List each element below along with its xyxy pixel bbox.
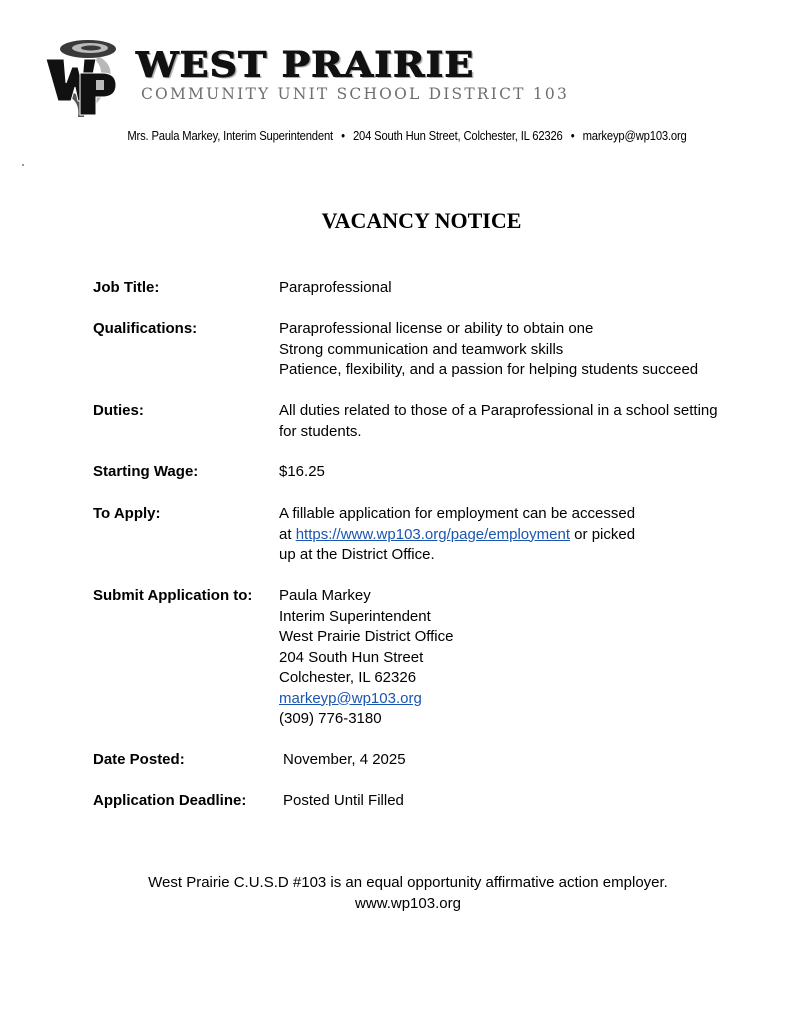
field-label: Starting Wage: — [93, 463, 199, 480]
field-label: Job Title: — [93, 279, 160, 296]
contact-person-name: Paula Markey — [279, 587, 371, 604]
separator: • — [570, 129, 575, 143]
field-value: November, 4 2025 — [283, 751, 406, 768]
contact-email: markeyp@wp103.org — [582, 129, 687, 143]
separator: • — [341, 129, 345, 143]
district-subtitle: COMMUNITY UNIT SCHOOL DISTRICT 103 — [141, 85, 570, 103]
contact-city: Colchester, IL 62326 — [279, 669, 417, 686]
field-label: Submit Application to: — [93, 587, 253, 604]
stray-mark — [22, 164, 24, 166]
tornado-wp-logo-icon — [44, 37, 120, 119]
page-title: VACANCY NOTICE — [321, 208, 522, 233]
district-logo — [44, 37, 120, 119]
contact-street: 204 South Hun Street — [279, 648, 424, 666]
footer — [0, 873, 791, 914]
contact-name: Mrs. Paula Markey, Interim Superintendent — [127, 129, 333, 143]
field-value — [279, 401, 718, 442]
field-value — [279, 586, 453, 730]
footer-website: www.wp103.org — [355, 894, 461, 912]
contact-email-link[interactable]: markeyp@wp103.org — [279, 689, 422, 707]
field-label: To Apply: — [93, 505, 161, 522]
employment-link[interactable]: https://www.wp103.org/page/employment — [295, 525, 571, 543]
field-value — [279, 319, 698, 381]
contact-phone: (309) 776-3180 — [279, 710, 382, 727]
field-label: Duties: — [93, 402, 144, 419]
field-value: Paraprofessional — [279, 279, 392, 296]
eeo-statement: West Prairie C.U.S.D #103 is an equal opportunity affirmative action employer. — [148, 874, 668, 891]
qualification-line: Patience, flexibility, and a passion for helping students succeed — [279, 361, 699, 378]
apply-line — [279, 525, 635, 546]
contact-person-title: Interim Superintendent — [279, 607, 431, 625]
field-label: Application Deadline: — [93, 792, 247, 809]
apply-line: up at the District Office. — [279, 546, 435, 563]
field-label: Qualifications: — [93, 320, 198, 337]
qualification-line: Paraprofessional license or ability to obtain one — [279, 320, 594, 337]
contact-address: 204 South Hun Street, Colchester, IL 62326 — [352, 129, 563, 143]
letterhead-contact-line — [41, 128, 774, 144]
field-value: $16.25 — [279, 463, 325, 480]
qualification-line: Strong communication and teamwork skills — [279, 340, 564, 358]
contact-office: West Prairie District Office — [279, 628, 454, 645]
field-value: Posted Until Filled — [283, 792, 404, 809]
field-label: Date Posted: — [93, 751, 185, 768]
duties-line: for students. — [279, 422, 362, 440]
apply-text: at — [279, 525, 296, 543]
apply-line: A fillable application for employment can be accessed — [279, 505, 636, 522]
district-name: WEST PRAIRIE — [136, 43, 475, 85]
duties-line: All duties related to those of a Paraprofessional in a school setting — [279, 402, 718, 419]
field-value — [279, 504, 635, 566]
apply-text: or picked — [570, 525, 636, 543]
